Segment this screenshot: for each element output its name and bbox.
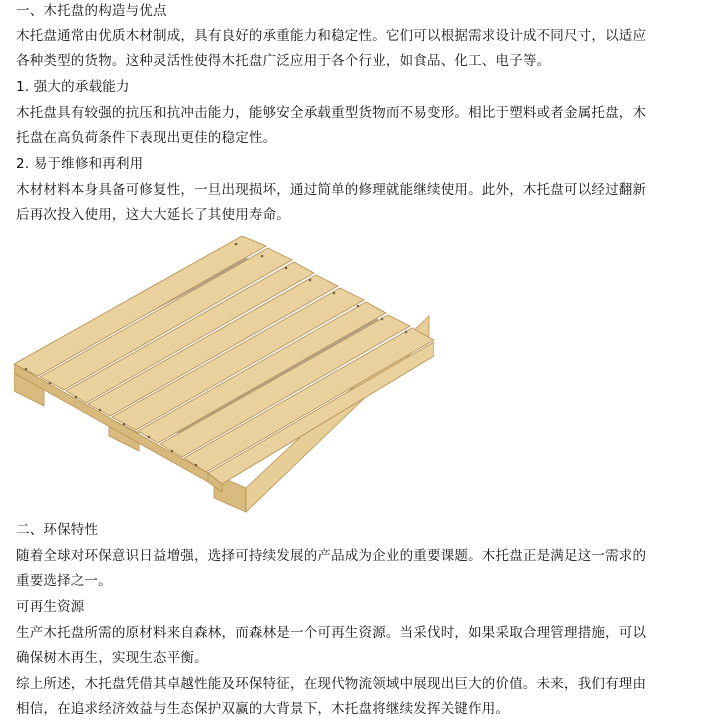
renewable-title: 可再生资源 [16,599,85,615]
point2-line2: 后再次投入使用，这大大延长了其使用寿命。 [16,207,290,223]
point1-line2: 托盘在高负荷条件下表现出更佳的稳定性。 [16,130,277,146]
pallet-deck-boards [14,236,434,484]
section1-heading: 一、木托盘的构造与优点 [16,3,167,19]
point2-title: 2. 易于维修和再利用 [16,156,144,172]
renewable-line2: 确保树木再生，实现生态平衡。 [16,650,208,666]
wooden-pallet-image [14,236,434,518]
section2-intro-line1: 随着全球对环保意识日益增强，选择可持续发展的产品成为企业的重要课题。木托盘正是满足这一需求的 [16,548,647,564]
renewable-line1: 生产木托盘所需的原材料来自森林，而森林是一个可再生资源。当采伐时，如果采取合理管理措施，可以 [16,625,647,641]
summary-line2: 相信，在追求经济效益与生态保护双赢的大背景下，木托盘将继续发挥关键作用。 [16,701,510,717]
section2-intro-line2: 重要选择之一。 [16,573,112,589]
point1-line1: 木托盘具有较强的抗压和抗冲击能力，能够安全承载重型货物而不易变形。相比于塑料或者金属托盘，木 [16,105,647,121]
point2-line1: 木材材料本身具备可修复性，一旦出现损坏，通过简单的修理就能继续使用。此外，木托盘可以经过翻新 [16,182,647,198]
section2-heading: 二、环保特性 [16,522,99,538]
section1-intro-line1: 木托盘通常由优质木材制成，具有良好的承重能力和稳定性。它们可以根据需求设计成不同尺寸，以适应 [16,28,647,44]
section1-intro-line2: 各种类型的货物。这种灵活性使得木托盘广泛应用于各个行业，如食品、化工、电子等。 [16,53,551,69]
summary-line1: 综上所述，木托盘凭借其卓越性能及环保特征，在现代物流领域中展现出巨大的价值。未来，我们有理由 [16,676,647,692]
point1-title: 1. 强大的承载能力 [16,79,130,95]
